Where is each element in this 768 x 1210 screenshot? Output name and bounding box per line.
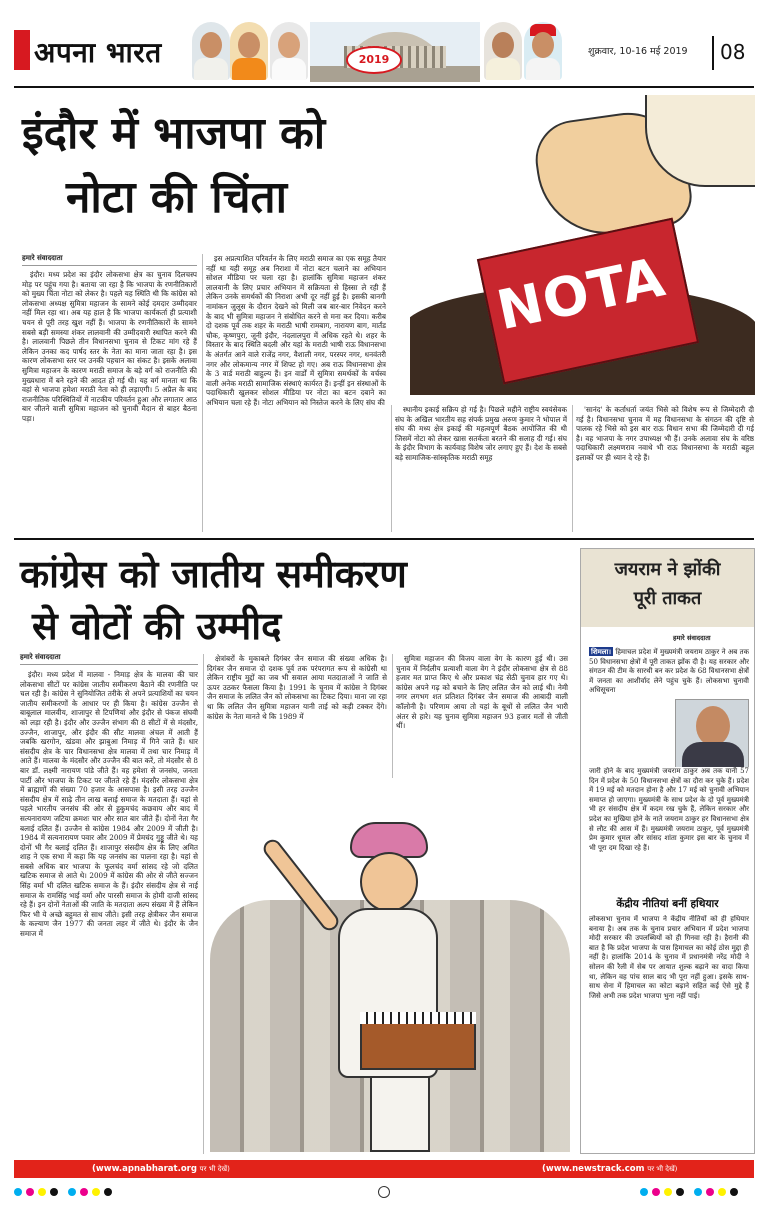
- page-number: 08: [720, 40, 746, 64]
- byline-rule: [20, 664, 198, 665]
- magenta-dot: [706, 1188, 714, 1196]
- story2-body-col3: [396, 654, 568, 778]
- footer-bar: [14, 1160, 754, 1178]
- sidebar-headline: [581, 555, 754, 613]
- story1-headline: [22, 102, 402, 230]
- sidebar-header: [581, 549, 754, 627]
- headline-line: जयराम ने झोंकी: [614, 559, 721, 580]
- story1-body-col2: [206, 254, 386, 532]
- footer-text: पर भी देखें): [199, 1165, 230, 1173]
- crop-mark: [378, 1186, 390, 1198]
- headline-line: कांग्रेस को जातीय समीकरण: [20, 552, 407, 596]
- cyan-dot: [14, 1188, 22, 1196]
- article-text: इंदौर। मध्य प्रदेश में मालवा - निमाड़ क्षेत्र के मालवा की चार लोकसभा सीटों पर कांग्रेस जातीय समीकरण बैठाने की रणनीति पर चल रही है। कांग्रेस ने सुनियोजित तरीके से अपने प्रत्याशियों का चयन जातीय समीकरणों के आधार पर ही किया है। कांग्रेस उज्जैन से बाबूलाल मालवीय, शाजापुर से टिपणियां और इंदौर से पंकज संघवी को लड़ा रही है। इंदौर और उज्जैन संभाग की 8 सीटों में से मंदसौर, उज्जैन, शाजापुर, और इंदौर की सीट मालवा अंचल में आती हैं जबकि खरगोन, खंडवा और झाबुआ निमाड़ में गिने जाते हैं। धार संसदीय क्षेत्र के चार विधानसभा क्षेत्र मालवा में तथा चार निमाड़ में आते हैं। मालवा के मंदसौर और उज्जैन की बात करें, तो मंदसौर से 8 बार डॉ. लक्ष्मी नारायण पांडे जीते हैं। वह हमेशा से जनसंघ, जनता पार्टी और भाजपा के टिकट पर जीतते रहे हैं। मंदसौर लोकसभा क्षेत्र में ब्राह्मणों की संख्या 70 हजार के आसपास है। इसी तरह उज्जैन संसदीय क्षेत्र में साढ़े तीन लाख बलाई समाज के मतदाता हैं। यहां से पहले भारतीय जनसंघ की ओर से हुकुमचंद कछवाय और बाद में सत्यनारायण जटिया क्रमशः चार और सात बार जीते हैं। दोनों नेता गैर बलाई दलित हैं। उज्जैन से कांग्रेस 1984 और 2009 में जीती है। 1984 में सत्यनारायण पवार और 2009 में प्रेमचंद गुड्डू जीते थे। यह दोनों भी गैर बलाई दलित हैं। शाजापुर संसदीय क्षेत्र के लिए अमित शाह ने एक सभा में कहा कि यह जनसंघ का पालना रहा है। यहां से सबसे अधिक बार भाजपा के फूलचंद वर्मा सांसद रहे जो दलित खटिक समाज से आते थे। 2009 में कांग्रेस की ओर से जीते सज्जन सिंह वर्मा भी दलित खटिक समाज के हैं। इंदौर संसदीय क्षेत्र से नाई समाज के रामसिंह भाई वर्मा और पारसी समाज के होमी दाजी सांसद रहे हैं। इन दोनों नेताओं की जाति के मतदाता अल्प संख्या में हैं लेकिन फिर भी ये अच्छे बहुमत से साथ जीते। इसी तरह क्षेत्रीकर जैन समाज के कल्याण जैन 1977 की जनता लहर में जीते थे। इंदौर के जैन समाज में: [20, 670, 198, 939]
- magenta-dot: [652, 1188, 660, 1196]
- face-shape: [492, 32, 514, 58]
- registration-marks-left: [14, 1188, 134, 1198]
- headline-line: इंदौर में भाजपा को: [22, 108, 326, 159]
- sidebar-body-bottom: [589, 767, 749, 891]
- story2-byline: हमारे संवाददाता: [20, 653, 61, 661]
- cyan-dot: [640, 1188, 648, 1196]
- face-shape: [532, 32, 554, 58]
- sidebar-body-sub: [589, 915, 749, 1151]
- politician-portrait: [230, 22, 268, 80]
- clothing-shape: [486, 58, 520, 80]
- yellow-dot: [38, 1188, 46, 1196]
- clothing-shape: [232, 58, 266, 80]
- byline-rule: [22, 265, 197, 266]
- face-shape: [696, 706, 730, 746]
- story2-body-col1: [20, 670, 198, 1154]
- column-rule: [203, 654, 204, 1154]
- cyan-dot: [694, 1188, 702, 1196]
- headline-line: पूरी ताकत: [633, 588, 702, 609]
- article-text: हिमाचल प्रदेश में मुख्यमंत्री जयराम ठाकुर ने अब तक 50 विधानसभा क्षेत्रों में पूरी ताकत झोंक दी है। यह सरकार और संगठन की टीम के सारथी बन कर प्रदेश के 68 विधानसभा क्षेत्रों में जनता का आशीर्वाद लेने पहुंच चुके हैं। लोकसभा चुनावी अधिसूचना: [589, 648, 749, 695]
- magenta-dot: [26, 1188, 34, 1196]
- column-rule: [202, 254, 203, 532]
- politician-portrait: [484, 22, 522, 80]
- election-year: 2019: [358, 53, 390, 66]
- clothing-shape: [682, 742, 744, 767]
- cartoon-illustration: [210, 790, 570, 1152]
- story1-byline: हमारे संवाददाता: [22, 254, 63, 262]
- story2-headline: [20, 548, 580, 652]
- sidebar-subhead: केंद्रीय नीतियां बनीं हथियार: [616, 898, 719, 910]
- yellow-dot: [664, 1188, 672, 1196]
- column-rule: [572, 405, 573, 532]
- footer-link[interactable]: (www.apnabharat.org: [92, 1164, 197, 1174]
- nota-label: NOTA: [491, 245, 671, 343]
- masthead-rule: [14, 86, 754, 88]
- sidebar-photo: [675, 699, 749, 767]
- head-shape: [360, 852, 418, 912]
- article-text: क्षेत्रांबरों के मुकाबले दिगंबर जैन समाज की संख्या अधिक है। दिगंबर जैन समाज दो दशक पूर्व तक परंपरागत रूप से कांग्रेसी था लेकिन राष्ट्रीय मुद्दों का जब भी सवाल आया मतदाताओं ने जाति से ऊपर उठकर फैसला किया है। 1991 के चुनाव में कांग्रेस ने दिगंबर जैन समाज के ललित जैन को लोकसभा का टिकट दिया। माना जा रहा था कि ललित जैन सुमित्रा महाजन यानी ताई को कड़ी टक्कर देंगे। कांग्रेस के नेता मानते थे कि 1989 में: [207, 654, 387, 721]
- footer-left: [92, 1160, 230, 1178]
- black-dot: [104, 1188, 112, 1196]
- nota-illustration: [410, 95, 755, 395]
- sidebar-byline: हमारे संवाददाता: [673, 634, 711, 642]
- footer-text: पर भी देखें): [647, 1165, 678, 1173]
- article-text: सुमित्रा महाजन की विजय वाला वेग के कारण हुई थी। उस चुनाव में निर्दलीय प्रत्याशी वाला वेग ने इंदौर लोकसभा क्षेत्र से 88 हजार मत प्राप्त किए थे और प्रकाश चंद्र सेठी चुनाव हार गए थे। कांग्रेस अपने गढ़ को बचाने के लिए ललित जैन को लाई थी। नेमी नगर लगभग शत प्रतिशत दिगंबर जैन समाज की आबादी वाली कॉलोनी है। परिणाम आया तो यहां के बूथों से ललित जैन भारी अंतर से हारे। यह चुनाव सुमित्रा महाजन 93 हजार मतों से जीती थीं।: [396, 654, 568, 731]
- article-text: जारी होने के बाद मुख्यमंत्री जयराम ठाकुर अब तक यानी 57 दिन में प्रदेश के 50 विधानसभा क्षेत्रों का दौरा कर चुके हैं। प्रदेश में 19 मई को मतदान होना है और 17 मई को चुनावी अभियान समाप्त हो जाएगा। मुख्यमंत्री के साथ प्रदेश के दो पूर्व मुख्यमंत्री भी हर संसदीय क्षेत्र में कदम रख चुके हैं, लेकिन सरकार और प्रदेश का मुखिया होने के नाते जयराम ठाकुर हर विधानसभा क्षेत्र से लौट की आस में हैं। मुख्यमंत्री जयराम ठाकुर, पूर्व मुख्यमंत्री प्रेम कुमार धूमल और सांसद शांता कुमार इस बार के चुनाव में भी पूरा दम दिखा रहे हैं।: [589, 767, 749, 852]
- black-dot: [730, 1188, 738, 1196]
- black-dot: [50, 1188, 58, 1196]
- article-text: स्थानीय इकाई सक्रिय हो गई है। पिछले महीने राष्ट्रीय स्वयंसेवक संघ के अखिल भारतीय सह संपर्क प्रमुख अरुण कुमार ने भोपाल में संघ की मध्य क्षेत्र इकाई की महत्वपूर्ण बैठक आयोजित की थी जिसमें नोटा को लेकर खास सतर्कता बरतने की सलाह दी गई। संघ के इंदौर विभाग के कार्यवाह विशेष जोर लगाए हुए हैं। देश के सबसे बड़े सामाजिक-सांस्कृतिक मराठी समूह: [395, 405, 567, 462]
- magenta-dot: [80, 1188, 88, 1196]
- story1-body-col1: [22, 270, 197, 532]
- clothing-shape: [526, 58, 560, 80]
- registration-marks-right: [640, 1188, 760, 1198]
- article-text: 'सानंद' के कर्ताधर्ता जयंत भिसे को विशेष रूप से जिम्मेदारी दी गई है। विधानसभा चुनाव में मह विधानसभा के संगठन की दृष्टि से पालक रहे भिसे को इस बार राऊ विधान सभा की जिम्मेदारी दी गई है। वह भाजपा के नगर उपाध्यक्ष भी हैं। उनके अलावा संघ के वरिष्ठ पदाधिकारी लक्ष्मणराव नवाथे भी राऊ विधानसभा के मराठी बहुल इलाकों पर ही ध्यान दे रहे हैं।: [576, 405, 754, 462]
- dateline: शिमला।: [591, 647, 611, 656]
- yellow-dot: [718, 1188, 726, 1196]
- legs-shape: [370, 1076, 430, 1152]
- story1-body-col4: [576, 405, 754, 532]
- yellow-dot: [92, 1188, 100, 1196]
- story1-body-col3: [395, 405, 567, 532]
- headline-line: नोटा की चिंता: [66, 172, 288, 223]
- column-rule: [392, 654, 393, 778]
- brand-name: अपना भारत: [34, 36, 162, 69]
- footer-link[interactable]: (www.newstrack.com: [542, 1164, 645, 1174]
- election-badge: [346, 46, 402, 74]
- story2-body-col2: [207, 654, 387, 778]
- face-shape: [200, 32, 222, 58]
- masthead: [0, 0, 768, 92]
- footer-right: [542, 1160, 677, 1178]
- face-shape: [278, 32, 300, 58]
- politician-portrait: [192, 22, 230, 80]
- politician-portrait: [524, 22, 562, 80]
- sidebar-box: [580, 548, 755, 1154]
- clothing-shape: [194, 58, 228, 80]
- column-rule: [391, 405, 392, 532]
- date-divider: [712, 36, 714, 70]
- section-divider: [14, 538, 754, 540]
- article-text: इस अप्रत्याशित परिवर्तन के लिए मराठी समाज का एक समूह तैयार नहीं था यही समूह अब निराशा में नोटा बटन चलाने का अभियान सोशल मीडिया पर चला रहा है। हालांकि सुमित्रा महाजन शंकर लालवानी के लिए प्रचार अभियान में सक्रियता से हिस्सा ले रही हैं लेकिन उनके समर्थकों की निराशा अभी दूर नहीं हुई है। इसकी बानगी नामांकन जुलूस के दौरान देखने को मिली जब बार-बार निवेदन करने के बाद भी सुमित्रा महाजन ने संबोधित करने से मना कर दिया। करीब दो दशक पूर्व तक शहर के मराठी भाषी रामबाग, नारायण बाग, मार्तंड चौक, कृष्णपुरा, जूनी इंदौर, नंदलालपुरा में अधिक रहते थे। शहर के विस्तार के बाद स्थिति बदली और यहां के मराठी भाषी राऊ विधानसभा के अंतर्गत आने वाले राजेंद्र नगर, वैशाली नगर, परस्पर नगर, धनवंतरी नगर और लोकमान्य नगर में शिफ्ट हो गए। अब राऊ विधानसभा क्षेत्र के 3 वार्ड मराठी बाहुल्य हैं। इन वार्डों में सुमित्रा समर्थकों के वर्चस्व वाली अनेक मराठी सामाजिक संस्थाएं कार्यरत हैं। इन्हीं इन संस्थाओं के पदाधिकारी खुलकर सोशल मीडिया पर नोटा का बटन दबाने का अभियान चला रहे हैं। नोटा अभियान को निस्तेज करने के लिए संघ की: [206, 254, 386, 407]
- issue-date: शुक्रवार, 10-16 मई 2019: [588, 46, 688, 57]
- sidebar-body-top: [589, 647, 749, 767]
- article-text: इंदौर। मध्य प्रदेश का इंदौर लोकसभा क्षेत्र का चुनाव दिलचस्प मोड़ पर पहुंच गया है। बताया जा रहा है कि भाजपा के रणनीतिकारों को मुख्य चिंता नोटा को लेकर है। पहले यह स्थिति थी कि कांग्रेस को लोकसभा अध्यक्ष सुमित्रा महाजन के सामने कोई दमदार उम्मीदवार नहीं मिल रहा था। अब यह हाल है कि भाजपा कार्यकर्ता ही प्रत्याशी चयन से पूरी तरह खुश नहीं हैं। भाजपा के रणनीतिकारों के सामने सबसे बड़ी समस्या शंकर लालवानी की उम्मीदवारी स्थापित करने की है। लालवानी पिछले तीन विधानसभा चुनाव से टिकट मांग रहे हैं लेकिन उनका कद पार्षद स्तर के नेता का माना जाता रहा है। इस कारण लोकसभा स्तर पर उनकी पहचान का संकट है। इसके अलावा सुमित्रा महाजन के कारण मराठी समाज के बड़े वर्ग को राजनीति की मुख्यधारा में बने रहने की आदत हो गई थी। यह वर्ग मानता था कि वहां से भाजपा हमेशा मराठी नेता को ही लड़ाएगी। 5 अप्रैल के बाद राजनीतिक परिस्थितियों में नाटकीय परिवर्तन हुआ और लगातार आठ बार जीतने वाली सुमित्रा महाजन को चुनावी मैदान से बाहर बैठना पड़ा।: [22, 270, 197, 423]
- headline-line: से वोटों की उम्मीद: [32, 604, 282, 648]
- brand-red-bar: [14, 30, 30, 70]
- clothing-shape: [272, 58, 306, 80]
- cyan-dot: [68, 1188, 76, 1196]
- face-shape: [238, 32, 260, 58]
- politician-portrait: [270, 22, 308, 80]
- harmonium-keys: [360, 1012, 476, 1024]
- article-text: लोकसभा चुनाव में भाजपा ने केंद्रीय नीतियों को ही हथियार बनाया है। अब तक के चुनाव प्रचार अभियान में प्रदेश भाजपा मोदी सरकार की उपलब्धियों को ही गिनवा रही है। हैरानी की बात है कि प्रदेश भाजपा के पास हिमाचल का कोई ठोस मुद्दा ही नहीं है। हालांकि 2014 के चुनाव में प्रधानमंत्री नरेंद्र मोदी ने सोलन की रैली में सेब पर आयात शुल्क बढ़ाने का वादा किया था, लेकिन वह पांच साल बाद भी पूरा नहीं हुआ। इसके साथ-साथ सेना में हिमाचल का कोटा बढ़ाने सहित कई ऐसे मुद्दे हैं जिसे अभी तक प्रदेश भाजपा भुना नहीं पाई।: [589, 915, 749, 1000]
- black-dot: [676, 1188, 684, 1196]
